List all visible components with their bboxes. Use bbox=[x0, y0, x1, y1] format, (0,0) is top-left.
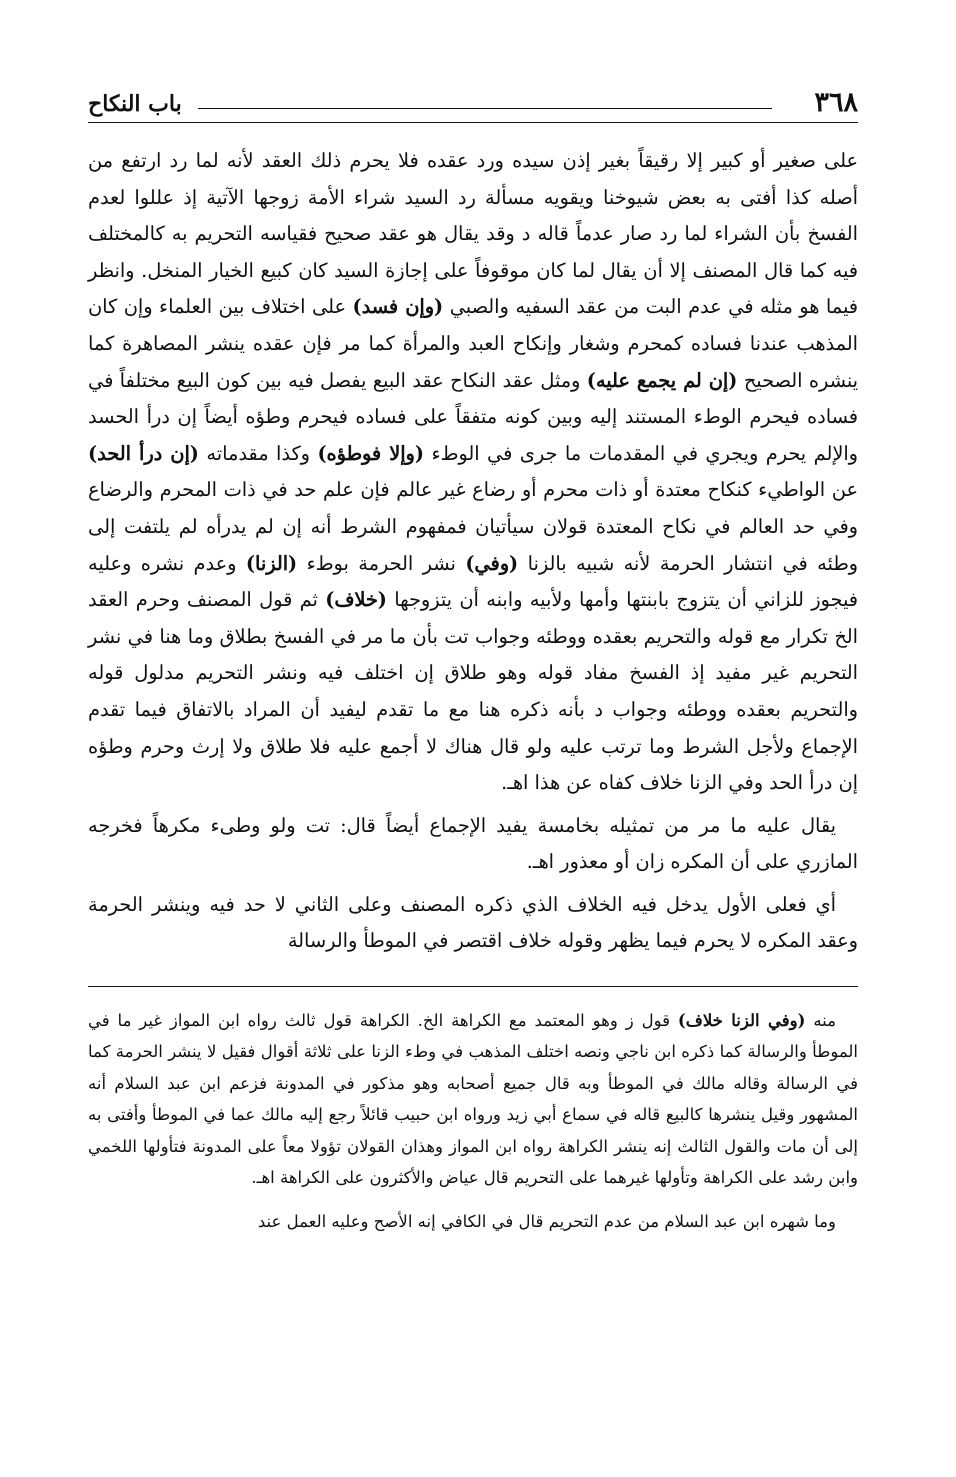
text-run: ثم قول المصنف وحرم العقد الخ تكرار مع قوله والتحريم بعقده ووطئه وجواب تت بأن ما مر في الفسخ بطلاق وما هنا في نشر التحريم غير مفيد إذ الفسخ مفاد قوله وهو طلاق إن اختلف فيه ونشر التحريم مدلول قوله والتحريم بعقده ووطئه وجواب د بأنه ذكره هنا مع ما تقدم ليفيد أن المراد بالاتفاق فيما تقدم الإجماع ولأجل الشرط وما ترتب عليه ولو قال هناك لا أجمع عليه فلا طلاق ولا إرث وحرم وطؤه إن درأ الحد وفي الزنا خلاف كفاه عن هذا اهـ. bbox=[88, 588, 858, 795]
bold-lemma: (وإلا فوطؤه) bbox=[317, 441, 424, 465]
header-rule bbox=[198, 108, 772, 109]
bold-lemma: (وإن فسد) bbox=[352, 295, 444, 319]
bold-lemma: (الزنا) bbox=[245, 551, 298, 575]
footnote-paragraph: وما شهره ابن عبد السلام من عدم التحريم قال في الكافي إنه الأصح وعليه العمل عند bbox=[257, 1211, 836, 1231]
bold-lemma: (وفي) bbox=[465, 551, 519, 575]
bold-lemma: (خلاف) bbox=[325, 588, 387, 612]
text-run: ومثل عقد النكاح عقد البيع يفصل فيه بين كون البيع مختلفاً في فساده فيحرم الوطء المستند إليه وبين كونه متفقاً على فساده فيحرم وطؤه أيضاً إن درأ الحسد والإلم يحرم ويجري في المقدمات ما جرى في الوطء bbox=[88, 368, 858, 465]
footnotes bbox=[88, 1005, 858, 1237]
text-run: قول ز وهو المعتمد مع الكراهة الخ. الكراهة قول ثالث رواه ابن المواز غير ما في الموطأ والرسالة كما ذكره ابن ناجي ونصه اختلف المذهب في وطء الزنا على ثلاثة أقوال فقيل لا ينشر الحرمة كما في الرسالة وقاله مالك في الموطأ وبه قال جميع أصحابه وهو مذكور في المدونة فزعم ابن عبد السلام أنه المشهور وقيل ينشرها كالبيع قاله في سماع أبي زيد ورواه ابن حبيب قائلاً رجع إليه مالك عما في الموطأ وأفتى به إلى أن مات والقول الثالث إنه ينشر الكراهة رواه ابن المواز وهذان القولان تؤولا معاً على المدونة فتأولها اللخمي وابن رشد على الكراهة وتأولها غيرهما على التحريم قال عياض والأكثرون على الكراهة اهـ. bbox=[88, 1011, 858, 1188]
bold-lemma: (إن لم يجمع عليه) bbox=[586, 368, 738, 392]
main-text bbox=[88, 143, 858, 960]
main-paragraph: أي فعلى الأول يدخل فيه الخلاف الذي ذكره المصنف وعلى الثاني لا حد فيه وينشر الحرمة وعقد المكره لا يحرم فيما يظهر وقوله خلاف اقتصر في الموطأ والرسالة bbox=[88, 892, 858, 953]
running-title: باب النكاح bbox=[88, 91, 182, 117]
bold-lemma: (وفي الزنا خلاف) bbox=[677, 1011, 806, 1031]
footnote-paragraph bbox=[88, 1005, 858, 1193]
main-paragraph: يقال عليه ما مر من تمثيله بخامسة يفيد الإجماع أيضاً قال: تت ولو وطىء مكرهاً فخرجه المازري على أن المكره زان أو معذور اهـ. bbox=[88, 813, 858, 874]
text-run: عن الواطيء كنكاح معتدة أو ذات محرم أو رضاع غير عالم فإن علم حد في ذات المحرم والرضاع وفي حد العالم في نكاح المعتدة قولان سيأتيان فمفهوم الشرط أنه إن لم يدرأه لم يلتفت إلى وطئه في انتشار الحرمة لأنه شبيه بالزنا bbox=[88, 478, 858, 575]
page-header bbox=[88, 82, 858, 123]
footnote-divider bbox=[88, 986, 858, 987]
text-run: وعدم نشره وعليه فيجوز للزاني أن يتزوج بابنتها وأمها ولأبيه وابنه أن يتزوجها bbox=[88, 551, 859, 612]
text-run: منه bbox=[805, 1011, 836, 1031]
text-run: نشر الحرمة بوطء bbox=[297, 551, 466, 575]
bold-lemma: (إن درأ الحد) bbox=[88, 441, 199, 465]
main-paragraph bbox=[88, 143, 858, 802]
text-run: على صغير أو كبير إلا رقيقاً بغير إذن سيده ورد عقده فلا يحرم ذلك العقد لأنه لما رد ارتفع من أصله كذا أفتى به بعض شيوخنا ويقويه مسألة رد السيد شراء الأمة زوجها الآتية إذ عللوا لعدم الفسخ بأن الشراء لما رد صار عدماً قاله د وقد يقال هو عقد صحيح فقياسه التحريم به كالمختلف فيه كما قال المصنف إلا أن يقال لما كان موقوفاً على إجازة السيد كان كبيع الخيار المنخل. وانظر فيما هو مثله في عدم البت من عقد السفيه والصبي bbox=[88, 149, 858, 319]
text-run: وكذا مقدماته bbox=[198, 441, 318, 465]
page-number: ٣٦٨ bbox=[814, 87, 858, 118]
book-page bbox=[88, 82, 858, 1237]
text-run: على اختلاف بين العلماء وإن كان المذهب عندنا فساده كمحرم وشغار وإنكاح العبد والمرأة كما مر فإن عقده ينشر المصاهرة كما ينشره الصحيح bbox=[88, 295, 859, 392]
